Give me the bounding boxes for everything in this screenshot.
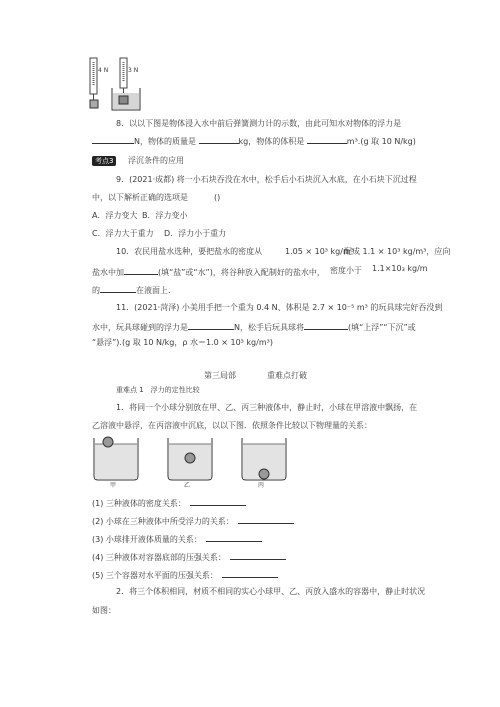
part3-left: 第三局部 (204, 371, 236, 380)
q10-blank-add[interactable] (124, 266, 158, 275)
right-weight (119, 96, 128, 104)
q10-mid: 配成 1.1 × 10³ kg/m³，应向 (344, 247, 451, 256)
beaker-label-yi: 乙 (184, 482, 191, 489)
p1-line1: 1．将同一个小球分别放在甲、乙、丙三种液体中，静止时，小球在甲溶液中飘扬，在 (116, 403, 418, 412)
q8-blank-volume[interactable] (307, 135, 347, 144)
q10-line1: 10．农民用盐水选种，要把盐水的密度从 (116, 247, 263, 256)
p1-blank-4[interactable] (230, 551, 286, 560)
p1-item-4: (4) 三种液体对容器底部的压强关系： (92, 551, 286, 563)
p1-line2: 乙溶液中悬浮，在丙溶液中沉底，以以下图．依照条件比较以下物理量的关系： (92, 421, 372, 430)
p1-item-5: (5) 三个容器对水平面的压强关系： (92, 569, 278, 581)
p2-line2: 如图： (92, 606, 116, 615)
q9-option-b: B．浮力变小 (142, 211, 188, 220)
p1-blank-2[interactable] (238, 515, 294, 524)
q10-val1: 1.05 × 10³ kg/m³ (285, 247, 354, 256)
q10-blank-float[interactable] (100, 284, 136, 293)
part3-right: 重难点打破 (267, 371, 307, 380)
part3-subtitle: 重难点 1 浮力的定性比较 (116, 386, 200, 394)
q11-line1: 11．(2021·菏泽) 小美用手把一个重为 0.4 N、体积是 2.7 × 10⁻⁵ m³ 的玩具球完好吞没到 (116, 303, 443, 312)
p1-item-3: (3) 小球排开液体质量的关系： (92, 533, 262, 545)
q10-density-less: 密度小于 (330, 266, 362, 275)
q9-option-a: A．浮力变大 (92, 211, 138, 220)
beaker-label-jia: 甲 (110, 482, 117, 489)
q9-option-d: D．浮力小于重力 (164, 229, 227, 238)
ball-floating (103, 437, 113, 447)
p1-blank-1[interactable] (190, 497, 246, 506)
q9-line2: 中，以下解析正确的选项是 (92, 193, 188, 202)
q10-line3: 的 在液面上. (92, 286, 171, 295)
q11-line2: 水中，玩具球碰到的浮力是 N，松手后玩具球将 (填“上浮”“下沉”或 (92, 323, 416, 332)
beaker-jia (94, 437, 138, 480)
beaker-label-bing: 丙 (258, 482, 265, 489)
q9-option-c: C．浮力大于重力 (92, 229, 154, 238)
p1-item-2: (2) 小球在三种液体中所受浮力的关系： (92, 515, 294, 527)
scale-right-label: 3 N (128, 67, 139, 74)
beakers-figure (88, 434, 308, 486)
p2-line1: 2．将三个体积相同，材质不相同的实心小球甲、乙、丙放入盛水的容器中，静止时状况 (116, 587, 426, 596)
scale-left-label: 4 N (98, 67, 109, 74)
spring-scale-figure (86, 56, 156, 112)
q11-blank-buoyancy[interactable] (188, 321, 234, 330)
q9-line1: 9．(2021·成都) 将一小石块吞没在水中，松手后小石块沉入水底，在小石块下沉过程 (116, 175, 417, 184)
q10-line2: 盐水中加 (填“盐”或“水”)，将谷种放入配制好的盐水中， (92, 268, 325, 277)
beaker-bing (242, 438, 286, 480)
q8-blank-buoyancy[interactable] (92, 135, 134, 144)
p1-blank-5[interactable] (222, 569, 278, 578)
ball-suspended (185, 453, 195, 463)
beaker-yi (168, 438, 212, 480)
q10-density-value: 1.1×10₃ kg/m (372, 264, 428, 273)
ball-sunk (259, 469, 269, 479)
p1-item-1: (1) 三种液体的密度关系： (92, 497, 246, 509)
q8-blank-mass[interactable] (199, 135, 239, 144)
section-title: 浮沉条件的应用 (128, 156, 184, 165)
q11-line3: “悬浮”).(g 取 10 N/kg，ρ 水＝1.0 × 10³ kg/m³) (92, 338, 273, 347)
q9-paren: () (214, 193, 221, 202)
q8-line2: N，物体的质量是 kg，物体的体积是 m³.(g 取 10 N/kg) (92, 135, 416, 147)
section-badge: 考点3 (92, 156, 116, 166)
q11-blank-motion[interactable] (304, 321, 348, 330)
left-weight (90, 100, 98, 108)
p1-blank-3[interactable] (206, 533, 262, 542)
q8-line1: 8．以以下图是物体浸入水中前后弹簧测力计的示数，由此可知水对物体的浮力是 (116, 119, 402, 128)
